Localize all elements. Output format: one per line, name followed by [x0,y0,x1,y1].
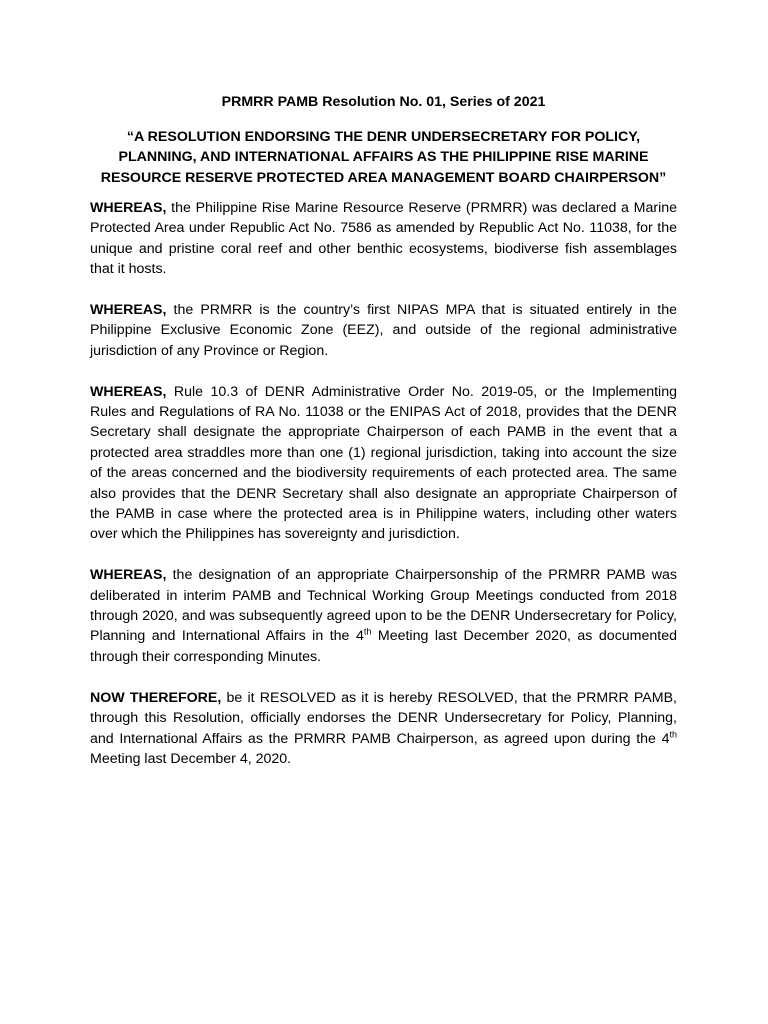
whereas-paragraph-1 [90,198,677,280]
paragraph-text: Rule 10.3 of DENR Administrative Order No. 2019-05, or the Implementing Rules and Regulations of RA No. 11038 or the ENIPAS Act of 2018, provides that the DENR Secretary shall designate the appropriate Chairperson of each PAMB in the event that a protected area straddles more than one (1) regional jurisdiction, taking into account the size of the areas concerned and the biodiversity requirements of each protected area. The same also provides that the DENR Secretary shall also designate an appropriate Chairperson of the PAMB in case where the protected area is in Philippine waters, including other waters over which the Philippines has sovereignty and jurisdiction. [90,383,677,543]
now-therefore-paragraph [90,688,677,770]
paragraph-text: the PRMRR is the country’s first NIPAS MPA that is situated entirely in the Philippine Exclusive Economic Zone (EEZ), and outside of the regional administrative jurisdiction of any Province or Region. [90,302,677,359]
paragraph-lead: WHEREAS, [90,383,167,400]
ordinal-suffix: th [363,626,372,637]
paragraph-lead: WHEREAS, [90,567,167,584]
document-page [90,92,677,790]
resolution-title: “A RESOLUTION ENDORSING THE DENR UNDERSECRETARY FOR POLICY, PLANNING, AND INTERNATIONAL AFFAIRS AS THE PHILIPPINE RISE MARINE RESOURCE RESERVE PROTECTED AREA MANAGEMENT BOARD CHAIRPERSON” [100,128,667,186]
paragraph-text-continued: Meeting last December 2020, as documented through their corresponding Minutes. [90,628,677,665]
paragraph-lead: WHEREAS, [90,302,167,319]
paragraph-text: the Philippine Rise Marine Resource Reserve (PRMRR) was declared a Marine Protected Area under Republic Act No. 7586 as amended by Republic Act No. 11038, for the unique and pristine coral reef and other benthic ecosystems, biodiverse fish assemblages that it hosts. [90,200,677,278]
paragraph-text: the designation of an appropriate Chairpersonship of the PRMRR PAMB was deliberated in interim PAMB and Technical Working Group Meetings conducted from 2018 through 2020, and was subsequently agreed upon to be the DENR Undersecretary for Policy, Planning and International Affairs in the 4 [90,567,677,645]
whereas-paragraph-4 [90,565,677,667]
whereas-paragraph-2 [90,300,677,361]
ordinal-suffix: th [669,728,677,739]
paragraph-lead: WHEREAS, [90,200,167,216]
whereas-paragraph-3 [90,382,677,545]
paragraph-lead: NOW THEREFORE, [90,689,222,706]
paragraph-text: be it RESOLVED as it is hereby RESOLVED, that the PRMRR PAMB, through this Resolution, officially endorses the DENR Undersecretary for Policy, Planning, and International Affairs as the PRMRR PAMB Chairperson, as agreed upon during the 4 [90,689,677,747]
resolution-number: PRMRR PAMB Resolution No. 01, Series of 2021 [221,94,546,110]
paragraph-text-continued: Meeting last December 4, 2020. [90,750,292,767]
